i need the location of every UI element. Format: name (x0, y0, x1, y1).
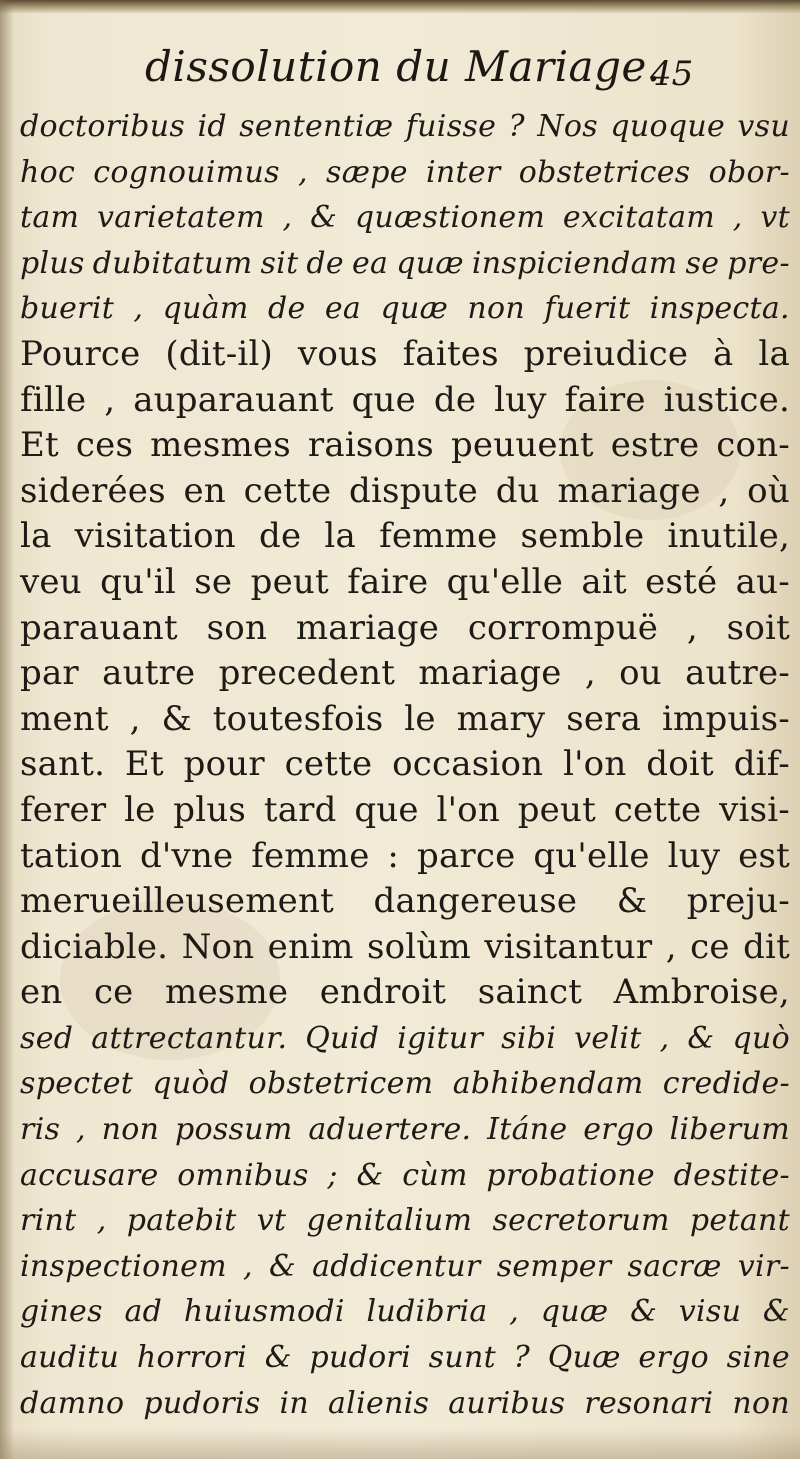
text-line: ment , & toutesfois le mary sera impuis- (20, 698, 790, 739)
text-line: sant. Et pour cette occasion l'on doit dif- (20, 744, 790, 785)
text-line: inspectionem , & addicentur semper sacræ vir- (20, 1248, 790, 1284)
text-line: en ce mesme endroit sainct Ambroise, (20, 972, 790, 1013)
text-line: plus dubitatum sit de ea quæ inspiciendam se pre- (20, 245, 790, 281)
text-line: tation d'vne femme : parce qu'elle luy est (20, 835, 790, 876)
text-line: gines ad huiusmodi ludibria , quæ & visu & (20, 1294, 790, 1330)
text-line: damno pudoris in alienis auribus resonari non (20, 1385, 790, 1421)
text-line: accusare omnibus ; & cùm probatione destite- (20, 1157, 790, 1193)
text-line: buerit , quàm de ea quæ non fuerit inspecta. (20, 291, 790, 327)
text-line: tam varietatem , & quæstionem excitatam , vt (20, 200, 790, 236)
text-line: Et ces mesmes raisons peuuent estre con- (20, 425, 790, 466)
page-left-edge (0, 0, 14, 1459)
page-header (0, 42, 800, 102)
text-line: siderées en cette dispute du mariage , où (20, 470, 790, 511)
text-line: parauant son mariage corrompuë , soit (20, 607, 790, 648)
text-line: sed attrectantur. Quid igitur sibi velit , & quò (20, 1020, 790, 1056)
running-title: dissolution du Mariage. (145, 42, 661, 91)
page-bottom-edge (0, 1429, 800, 1459)
text-line: merueilleusement dangereuse & preju- (20, 881, 790, 922)
text-line: diciable. Non enim solùm visitantur , ce dit (20, 926, 790, 967)
text-line: doctoribus id sententiæ fuisse ? Nos quoque vsu (20, 109, 790, 144)
text-line: ris , non possum aduertere. Itáne ergo liberum (20, 1112, 790, 1148)
text-line: par autre precedent mariage , ou autre- (20, 653, 790, 694)
page-top-edge (0, 0, 800, 14)
page-number: 45 (650, 54, 694, 94)
text-line: Pource (dit-il) vous faites preiudice à la (20, 333, 790, 374)
text-line: spectet quòd obstetricem abhibendam credide- (20, 1066, 790, 1102)
text-line: auditu horrori & pudori sunt ? Quæ ergo sine (20, 1340, 790, 1376)
text-line: veu qu'il se peut faire qu'elle ait esté au- (20, 561, 790, 602)
text-line: la visitation de la femme semble inutile, (20, 516, 790, 557)
text-line: hoc cognouimus , sæpe inter obstetrices obor- (20, 154, 790, 190)
text-line: rint , patebit vt genitalium secretorum petant (20, 1203, 790, 1239)
text-line: ferer le plus tard que l'on peut cette visi- (20, 789, 790, 830)
text-line: fille , auparauant que de luy faire iustice. (20, 379, 790, 420)
body-text (20, 104, 790, 1426)
